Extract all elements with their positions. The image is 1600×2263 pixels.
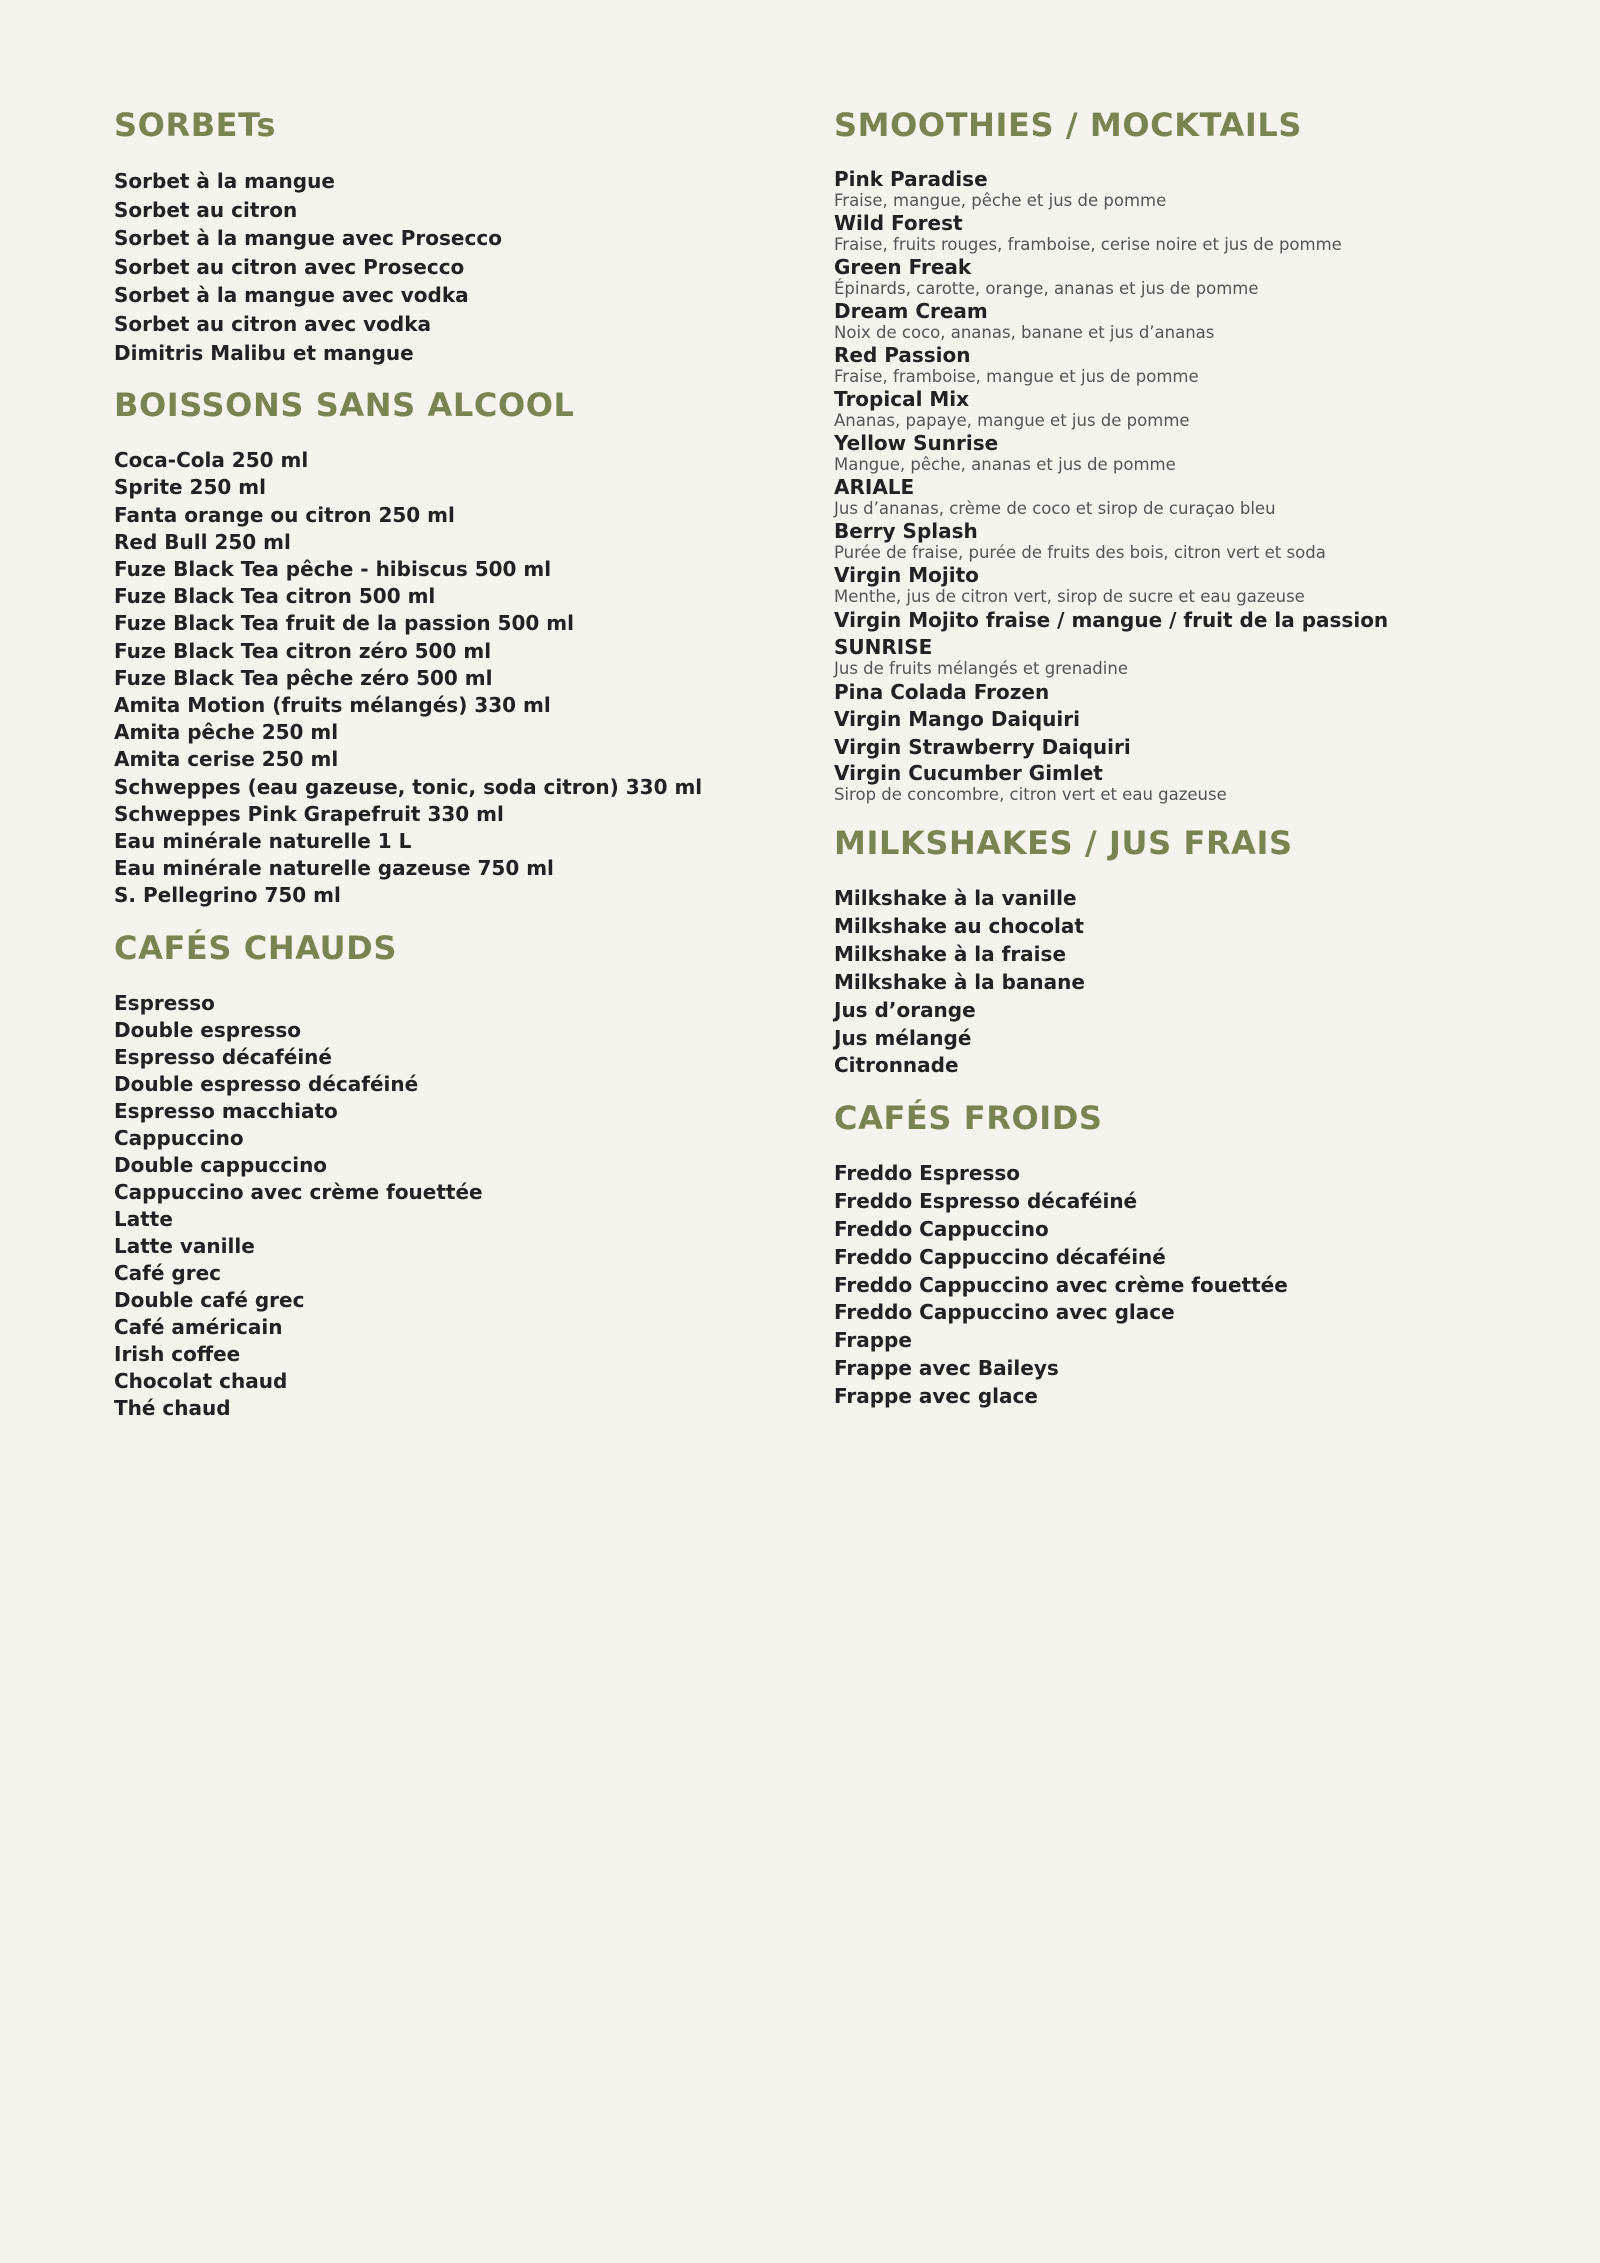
menu-item-description: Jus d’ananas, crème de coco et sirop de curaçao bleu [834, 499, 1276, 518]
menu-item [114, 529, 794, 556]
menu-item-name: Dimitris Malibu et mangue [114, 340, 414, 365]
menu-item [114, 474, 794, 501]
menu-item-name: Tropical Mix [834, 387, 970, 411]
menu-item-name: Latte [114, 1206, 173, 1231]
menu-item-name: Sorbet au citron [114, 197, 298, 222]
menu-item [834, 941, 1534, 969]
menu-item [114, 719, 794, 746]
menu-item [114, 638, 794, 665]
menu-item-name: Latte vanille [114, 1233, 255, 1258]
menu-item [114, 1098, 794, 1125]
section-sorbets [114, 105, 794, 367]
item-list-cafes-froids [834, 1160, 1534, 1410]
menu-item-name: Café américain [114, 1314, 283, 1339]
menu-item-name: Jus d’orange [834, 997, 976, 1022]
menu-item-name: Virgin Mojito fraise / mangue / fruit de la passion [834, 608, 1389, 632]
menu-item-name: Wild Forest [834, 211, 963, 235]
menu-item [834, 679, 1534, 707]
menu-item [834, 1355, 1534, 1383]
menu-item-name: Red Passion [834, 343, 971, 367]
menu-item [114, 1125, 794, 1152]
menu-item-name: Virgin Cucumber Gimlet [834, 761, 1103, 785]
menu-item [834, 1272, 1534, 1300]
menu-item [114, 692, 794, 719]
menu-item [834, 761, 1534, 805]
menu-item-name: Virgin Strawberry Daiquiri [834, 734, 1131, 759]
menu-item-name: Fuze Black Tea pêche - hibiscus 500 ml [114, 556, 552, 581]
menu-item-name: Amita Motion (fruits mélangés) 330 ml [114, 692, 551, 717]
menu-item-name: Schweppes (eau gazeuse, tonic, soda citron) 330 ml [114, 774, 703, 799]
menu-item-name: Virgin Mojito [834, 563, 979, 587]
menu-item [834, 734, 1534, 762]
menu-item [834, 706, 1534, 734]
menu-item-description: Noix de coco, ananas, banane et jus d’ananas [834, 323, 1215, 342]
menu-item [834, 1244, 1534, 1272]
menu-item [834, 387, 1534, 431]
menu-item [114, 1314, 794, 1341]
menu-item-name: Milkshake au chocolat [834, 913, 1084, 938]
menu-item [114, 1260, 794, 1287]
menu-item [834, 299, 1534, 343]
menu-item-name: Sprite 250 ml [114, 475, 266, 500]
section-title-smoothies-mocktails: SMOOTHIES / MOCKTAILS [834, 106, 1303, 144]
menu-item-description: Fraise, fruits rouges, framboise, cerise noire et jus de pomme [834, 235, 1342, 254]
menu-item-name: Amita pêche 250 ml [114, 720, 339, 745]
menu-item [114, 1206, 794, 1233]
menu-item [114, 1395, 794, 1422]
menu-item [834, 1216, 1534, 1244]
menu-item-name: Pink Paradise [834, 167, 988, 191]
menu-item-name: Freddo Cappuccino décaféiné [834, 1244, 1166, 1269]
menu-item [834, 635, 1534, 679]
menu-item-name: Sorbet au citron avec Prosecco [114, 254, 465, 279]
menu-item [834, 885, 1534, 913]
section-title-cafes-chauds: CAFÉS CHAUDS [114, 928, 397, 967]
section-title-cafes-froids: CAFÉS FROIDS [834, 1099, 1103, 1138]
left-column [114, 105, 794, 1440]
menu-item [114, 1341, 794, 1368]
menu-item [834, 211, 1534, 255]
menu-item-name: Espresso décaféiné [114, 1044, 332, 1069]
menu-item [114, 1179, 794, 1206]
menu-item-name: Freddo Cappuccino avec glace [834, 1300, 1175, 1325]
section-boissons-sans-alcool [114, 385, 794, 909]
menu-item-description: Sirop de concombre, citron vert et eau gazeuse [834, 785, 1227, 804]
menu-item [114, 583, 794, 610]
menu-item-name: Citronnade [834, 1053, 959, 1078]
menu-item-name: Double espresso [114, 1017, 302, 1042]
menu-item-name: Berry Splash [834, 519, 978, 543]
menu-item [114, 1017, 794, 1044]
menu-item [114, 1368, 794, 1395]
menu-item [834, 1160, 1534, 1188]
menu-item [834, 997, 1534, 1025]
menu-item-name: Frappe avec glace [834, 1383, 1038, 1408]
menu-item-name: Freddo Cappuccino [834, 1216, 1049, 1241]
section-smoothies-mocktails [834, 105, 1534, 805]
menu-item-name: Double cappuccino [114, 1152, 328, 1177]
menu-item-name: Milkshake à la vanille [834, 886, 1077, 910]
menu-item-name: ARIALE [834, 475, 915, 499]
menu-item-name: Pina Colada Frozen [834, 679, 1050, 704]
menu-item-name: Schweppes Pink Grapefruit 330 ml [114, 801, 504, 826]
menu-item [114, 855, 794, 882]
menu-item-name: Fanta orange ou citron 250 ml [114, 502, 455, 527]
menu-item [114, 224, 794, 253]
item-list-boissons-sans-alcool [114, 447, 794, 909]
menu-item [114, 310, 794, 339]
menu-item [114, 801, 794, 828]
menu-item [114, 746, 794, 773]
menu-item [834, 475, 1534, 519]
item-list-cafes-chauds [114, 990, 794, 1422]
item-list-sorbets [114, 167, 794, 367]
menu-item [834, 1383, 1534, 1411]
menu-item [834, 519, 1534, 563]
menu-item-name: Coca-Cola 250 ml [114, 448, 309, 473]
menu-item-name: Sorbet à la mangue avec Prosecco [114, 226, 502, 251]
menu-item-name: Green Freak [834, 255, 972, 279]
menu-item [114, 828, 794, 855]
menu-item-name: SUNRISE [834, 634, 933, 659]
menu-item [114, 196, 794, 225]
menu-item [834, 607, 1534, 635]
section-cafes-chauds [114, 928, 794, 1422]
menu-item-name: Sorbet à la mangue [114, 169, 335, 193]
menu-item-name: Freddo Espresso décaféiné [834, 1189, 1138, 1214]
menu-item-description: Purée de fraise, purée de fruits des bois, citron vert et soda [834, 543, 1326, 562]
menu-item-description: Jus de fruits mélangés et grenadine [834, 658, 1128, 678]
menu-item [114, 665, 794, 692]
menu-item-name: Fuze Black Tea citron zéro 500 ml [114, 638, 492, 663]
menu-item-name: Yellow Sunrise [834, 431, 999, 455]
menu-item-name: Amita cerise 250 ml [114, 747, 339, 772]
menu-item-name: Sorbet au citron avec vodka [114, 311, 431, 336]
menu-item-name: Freddo Cappuccino avec crème fouettée [834, 1272, 1288, 1297]
menu-item [114, 774, 794, 801]
section-milkshakes-jus-frais [834, 823, 1534, 1080]
menu-item [834, 255, 1534, 299]
menu-item [834, 1327, 1534, 1355]
menu-item-name: Fuze Black Tea citron 500 ml [114, 584, 436, 609]
menu-item-name: Café grec [114, 1260, 222, 1285]
menu-item [114, 1233, 794, 1260]
menu-item-name: Eau minérale naturelle gazeuse 750 ml [114, 856, 554, 881]
menu-item [114, 1071, 794, 1098]
menu-item-name: Chocolat chaud [114, 1368, 288, 1393]
menu-item-name: Irish coffee [114, 1341, 241, 1366]
menu-item [834, 343, 1534, 387]
menu-item [834, 913, 1534, 941]
menu-item-description: Fraise, mangue, pêche et jus de pomme [834, 191, 1167, 210]
menu-item [114, 167, 794, 196]
menu-item [834, 1052, 1534, 1080]
menu-item-name: Milkshake à la banane [834, 969, 1085, 994]
menu-item [114, 339, 794, 368]
menu-item [834, 167, 1534, 211]
menu-item-name: Freddo Espresso [834, 1161, 1021, 1186]
menu-item-name: Milkshake à la fraise [834, 941, 1067, 966]
menu-item-name: Double café grec [114, 1287, 305, 1312]
menu-item [834, 969, 1534, 997]
menu-item-name: Frappe avec Baileys [834, 1355, 1059, 1380]
menu-item [834, 1025, 1534, 1053]
menu-item [114, 253, 794, 282]
menu-item-name: Espresso macchiato [114, 1098, 338, 1123]
menu-item-name: Cappuccino [114, 1125, 244, 1150]
item-list-smoothies-mocktails [834, 167, 1534, 805]
menu-item-name: S. Pellegrino 750 ml [114, 883, 341, 908]
menu-item [114, 1152, 794, 1179]
menu-item-name: Red Bull 250 ml [114, 529, 291, 554]
section-title-boissons-sans-alcool: BOISSONS SANS ALCOOL [114, 386, 575, 425]
menu-item-description: Épinards, carotte, orange, ananas et jus de pomme [834, 279, 1259, 298]
menu-item-description: Menthe, jus de citron vert, sirop de sucre et eau gazeuse [834, 587, 1305, 606]
menu-item [114, 610, 794, 637]
menu-item-name: Jus mélangé [834, 1025, 972, 1050]
section-cafes-froids [834, 1098, 1534, 1410]
menu-item-name: Virgin Mango Daiquiri [834, 707, 1080, 731]
menu-item-name: Dream Cream [834, 299, 988, 323]
menu-item [114, 1044, 794, 1071]
menu-item [834, 1299, 1534, 1327]
menu-item-name: Sorbet à la mangue avec vodka [114, 283, 469, 308]
menu-item-name: Cappuccino avec crème fouettée [114, 1179, 483, 1204]
menu-item [834, 563, 1534, 607]
menu-item [114, 556, 794, 583]
right-column [834, 105, 1534, 1429]
menu-item-description: Mangue, pêche, ananas et jus de pomme [834, 455, 1176, 474]
menu-item [834, 1188, 1534, 1216]
menu-item [114, 1287, 794, 1314]
section-title-sorbets: SORBETs [114, 106, 276, 144]
menu-item [114, 281, 794, 310]
menu-item-name: Double espresso décaféiné [114, 1071, 419, 1096]
menu-item [114, 990, 794, 1017]
menu-item-name: Espresso [114, 990, 215, 1015]
item-list-milkshakes-jus-frais [834, 885, 1534, 1080]
section-title-milkshakes-jus-frais: MILKSHAKES / JUS FRAIS [834, 824, 1293, 862]
menu-item [114, 882, 794, 909]
menu-item [114, 502, 794, 529]
menu-item-name: Frappe [834, 1328, 912, 1353]
menu-item-description: Ananas, papaye, mangue et jus de pomme [834, 411, 1190, 430]
menu-item-name: Eau minérale naturelle 1 L [114, 829, 412, 853]
menu-item-description: Fraise, framboise, mangue et jus de pomme [834, 367, 1199, 386]
menu-item [114, 447, 794, 474]
menu-item-name: Thé chaud [114, 1395, 231, 1420]
menu-item-name: Fuze Black Tea pêche zéro 500 ml [114, 665, 493, 690]
menu-item [834, 431, 1534, 475]
menu-item-name: Fuze Black Tea fruit de la passion 500 ml [114, 611, 574, 636]
